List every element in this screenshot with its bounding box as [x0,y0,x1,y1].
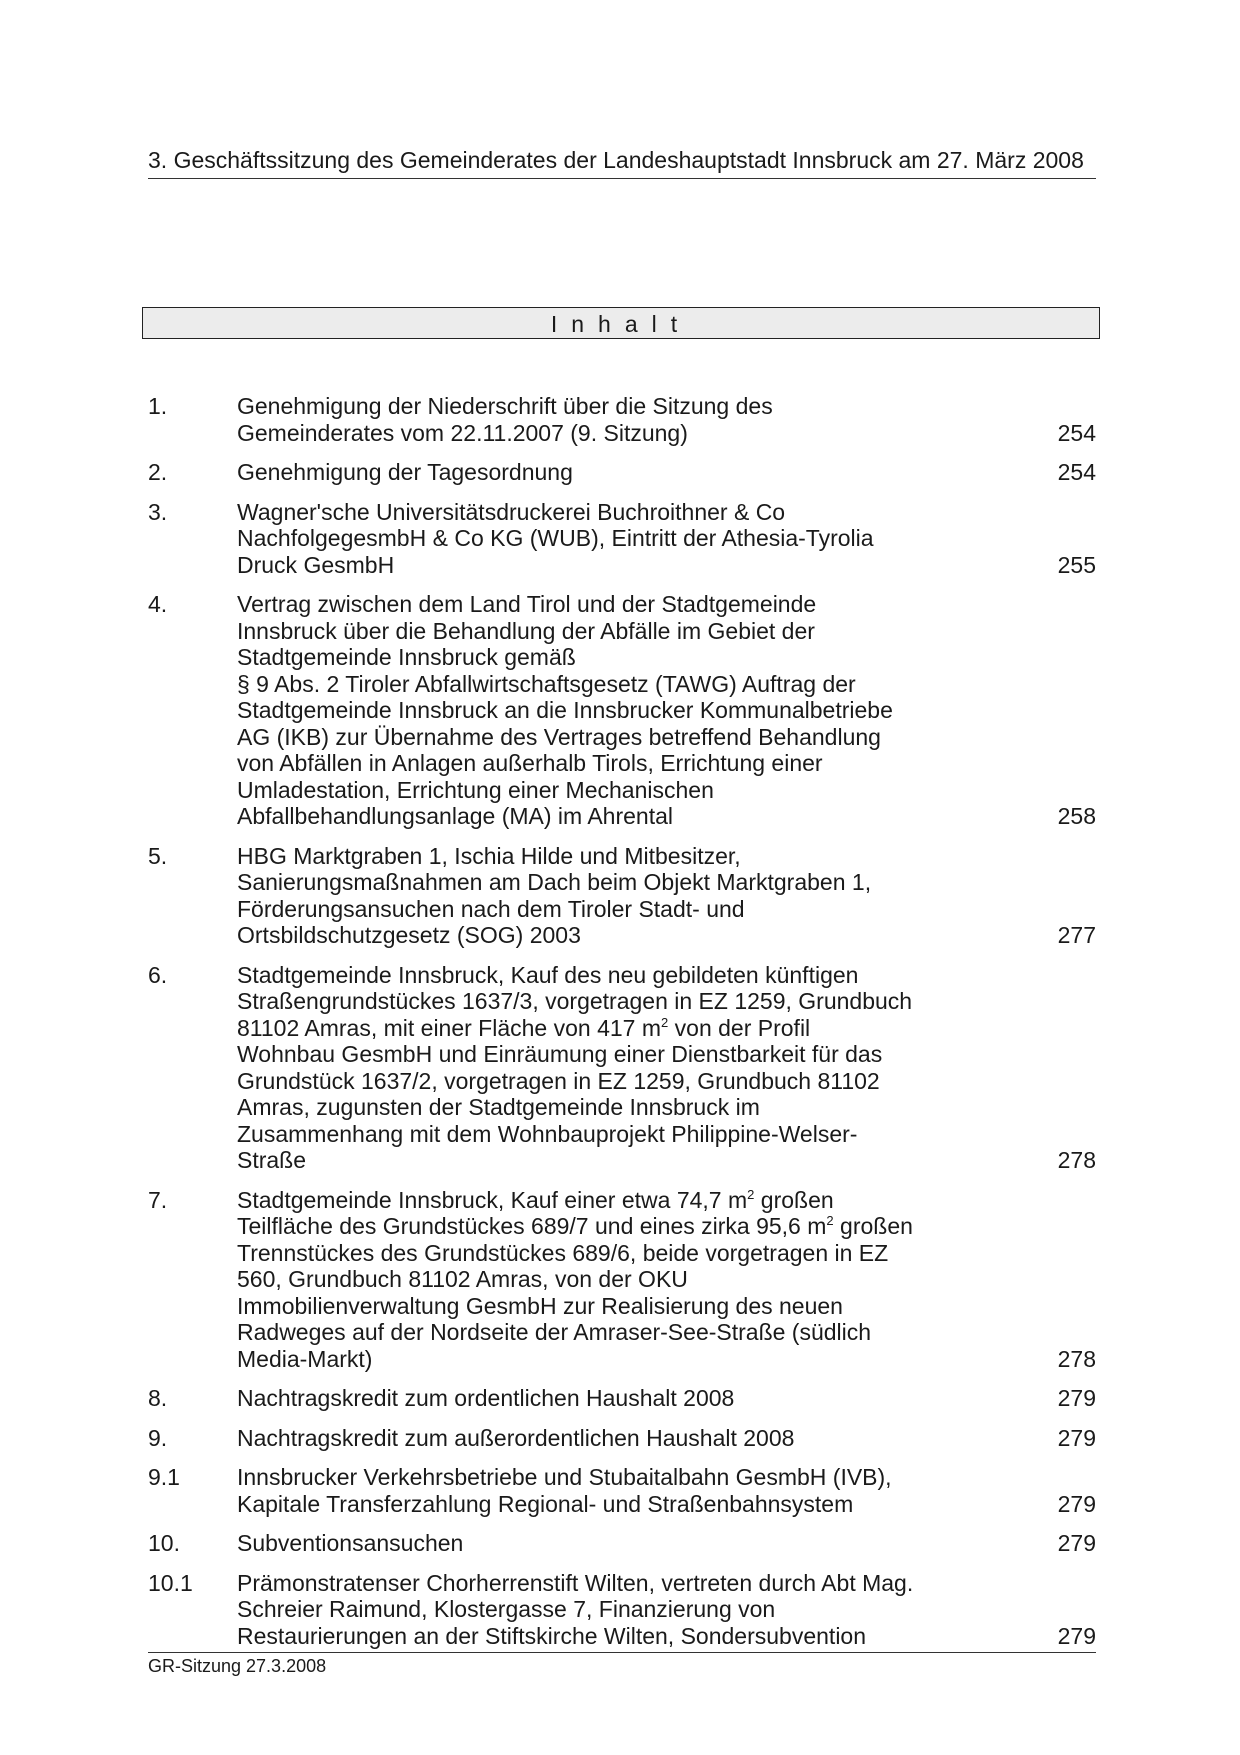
toc-entry-title-line: Wagner'sche Universitätsdruckerei Buchroithner & Co [237,498,786,525]
toc-entry [148,962,1096,1174]
toc-entry [148,1425,1096,1452]
toc-entry-page: 258 [1057,803,1096,829]
toc-entry-page: 278 [1057,1147,1096,1173]
toc-entry-title-line: Stadtgemeinde Innsbruck gemäß [237,644,576,670]
toc-entry [148,1464,1096,1517]
toc-entry [148,393,1096,446]
toc-entry-title-line: Innsbruck über die Behandlung der Abfälle im Gebiet der [237,617,815,644]
toc-entry-page: 279 [1057,1385,1096,1411]
toc-entry-title-line: Media-Markt) [237,1345,373,1372]
toc-entry-title [237,843,937,949]
toc-entry-title-line: Nachtragskredit zum ordentlichen Haushalt 2008 [237,1385,735,1411]
toc-entry-title-line: Kapitale Transferzahlung Regional- und Straßenbahnsystem [237,1490,854,1517]
toc-entry [148,459,1096,486]
toc-entry-title [237,1425,937,1452]
toc-entry-title-line: Subventionsansuchen [237,1530,464,1556]
toc-entry-title-line: Radweges auf der Nordseite der Amraser-See-Straße (südlich [237,1319,872,1345]
toc-entry-title-line: Genehmigung der Tagesordnung [237,459,573,485]
toc-entry-title-line: Abfallbehandlungsanlage (MA) im Ahrental [237,803,673,829]
toc-entry-number: 9. [148,1424,168,1451]
toc-entry-page: 254 [1057,459,1096,485]
toc-entry-number: 3. [148,498,168,525]
toc-entry-title-line: Stadtgemeinde Innsbruck, Kauf des neu gebildeten künftigen [237,961,859,988]
toc-entry-number: 5. [148,842,168,869]
toc-entry-title-line: Druck GesmbH [237,551,395,578]
toc-entry [148,1570,1096,1650]
toc-entry-title-line: Amras, zugunsten der Stadtgemeinde Innsbruck im [237,1094,760,1120]
toc-entry-title-line: von Abfällen in Anlagen außerhalb Tirols, Errichtung einer [237,750,823,776]
toc-entry-number: 8. [148,1385,168,1411]
toc-entry-title-line: Schreier Raimund, Klostergasse 7, Finanzierung von [237,1596,776,1622]
toc-entry-title-line: NachfolgegesmbH & Co KG (WUB), Eintritt der Athesia-Tyrolia [237,525,874,551]
toc-entry-number: 2. [148,459,168,485]
toc-entry-title-line: Sanierungsmaßnahmen am Dach beim Objekt Marktgraben 1, [237,869,872,895]
toc-entry [148,843,1096,949]
toc-entry-number: 10.1 [148,1569,193,1596]
toc-entry-title-line: Ortsbildschutzgesetz (SOG) 2003 [237,922,581,948]
toc-entry-title [237,1464,937,1517]
toc-entry-title-line: § 9 Abs. 2 Tiroler Abfallwirtschaftsgesetz (TAWG) Auftrag der [237,670,856,697]
page-footer: GR-Sitzung 27.3.2008 [148,1652,1096,1677]
contents-heading: Inhalt [142,307,1100,339]
toc-entry-title-line: Teilfläche des Grundstückes 689/7 und eines zirka 95,6 $m^2$ großen [237,1213,913,1239]
toc-entry-title-line: Vertrag zwischen dem Land Tirol und der Stadtgemeinde [237,591,817,617]
toc-entry-title-line: 560, Grundbuch 81102 Amras, von der OKU [237,1266,688,1292]
toc-entry-number: 6. [148,961,168,988]
toc-entry-number: 1. [148,393,168,419]
toc-entry-title-line: Wohnbau GesmbH und Einräumung einer Dienstbarkeit für das [237,1041,883,1067]
toc-entry-title-line: Förderungsansuchen nach dem Tiroler Stadt- und [237,895,745,922]
toc-entry-title-line: Grundstück 1637/2, vorgetragen in EZ 1259, Grundbuch 81102 [237,1067,880,1094]
toc-entry-title-line: Umladestation, Errichtung einer Mechanischen [237,776,714,803]
toc-entry-title-line: Innsbrucker Verkehrsbetriebe und Stubaitalbahn GesmbH (IVB), [237,1464,892,1490]
toc-entry [148,1530,1096,1557]
toc-entry-title-line: Straßengrundstückes 1637/3, vorgetragen in EZ 1259, Grundbuch [237,988,913,1014]
toc-entry-number: 4. [148,591,168,617]
toc-entry-number: 10. [148,1530,180,1556]
toc-entry-title [237,1385,937,1412]
toc-entry-page: 278 [1057,1345,1096,1372]
toc-entry-title [237,1187,937,1373]
toc-entry [148,1385,1096,1412]
toc-entry-title-line: 81102 Amras, mit einer Fläche von 417 $m^2$ von der Profil [237,1014,811,1041]
toc-entry-number: 9.1 [148,1464,180,1490]
toc-entry [148,1187,1096,1373]
toc-entry-title-line: Restaurierungen an der Stiftskirche Wilten, Sondersubvention [237,1622,867,1649]
toc-entry-title-line: Prämonstratenser Chorherrenstift Wilten, vertreten durch Abt Mag. [237,1569,914,1596]
page-header-title: 3. Geschäftssitzung des Gemeinderates der Landeshauptstadt Innsbruck am 27. März 2008 [148,146,1096,179]
toc-entry-page: 279 [1057,1622,1096,1649]
toc-entry [148,591,1096,830]
toc-entry-number: 7. [148,1186,168,1213]
toc-entry-title-line: Trennstückes des Grundstückes 689/6, beide vorgetragen in EZ [237,1239,889,1266]
toc-entry-page: 255 [1057,551,1096,578]
toc-entry-title-line: Gemeinderates vom 22.11.2007 (9. Sitzung) [237,419,688,446]
table-of-contents [148,393,1096,1662]
toc-entry-page: 254 [1057,419,1096,446]
toc-entry-title-line: Straße [237,1147,307,1173]
toc-entry [148,499,1096,579]
toc-entry-title-line: Immobilienverwaltung GesmbH zur Realisierung des neuen [237,1292,843,1319]
toc-entry-title-line: Nachtragskredit zum außerordentlichen Haushalt 2008 [237,1424,795,1451]
toc-entry-title [237,459,937,486]
toc-entry-page: 279 [1057,1530,1096,1556]
toc-entry-title-line: AG (IKB) zur Übernahme des Vertrages betreffend Behandlung [237,723,881,750]
toc-entry-title-line: Stadtgemeinde Innsbruck an die Innsbrucker Kommunalbetriebe [237,697,893,723]
toc-entry-page: 279 [1057,1490,1096,1517]
toc-entry-title [237,1530,937,1557]
toc-entry-title-line: Zusammenhang mit dem Wohnbauprojekt Philippine-Welser- [237,1120,858,1147]
toc-entry-title [237,393,937,446]
toc-entry-title-line: Genehmigung der Niederschrift über die Sitzung des [237,393,773,419]
toc-entry-title [237,962,937,1174]
toc-entry-page: 279 [1057,1424,1096,1451]
toc-entry-title [237,499,937,579]
toc-entry-page: 277 [1057,922,1096,948]
toc-entry-title [237,1570,937,1650]
toc-entry-title-line: Stadtgemeinde Innsbruck, Kauf einer etwa 74,7 $m^2$ großen [237,1186,834,1213]
toc-entry-title [237,591,937,830]
toc-entry-title-line: HBG Marktgraben 1, Ischia Hilde und Mitbesitzer, [237,842,741,869]
